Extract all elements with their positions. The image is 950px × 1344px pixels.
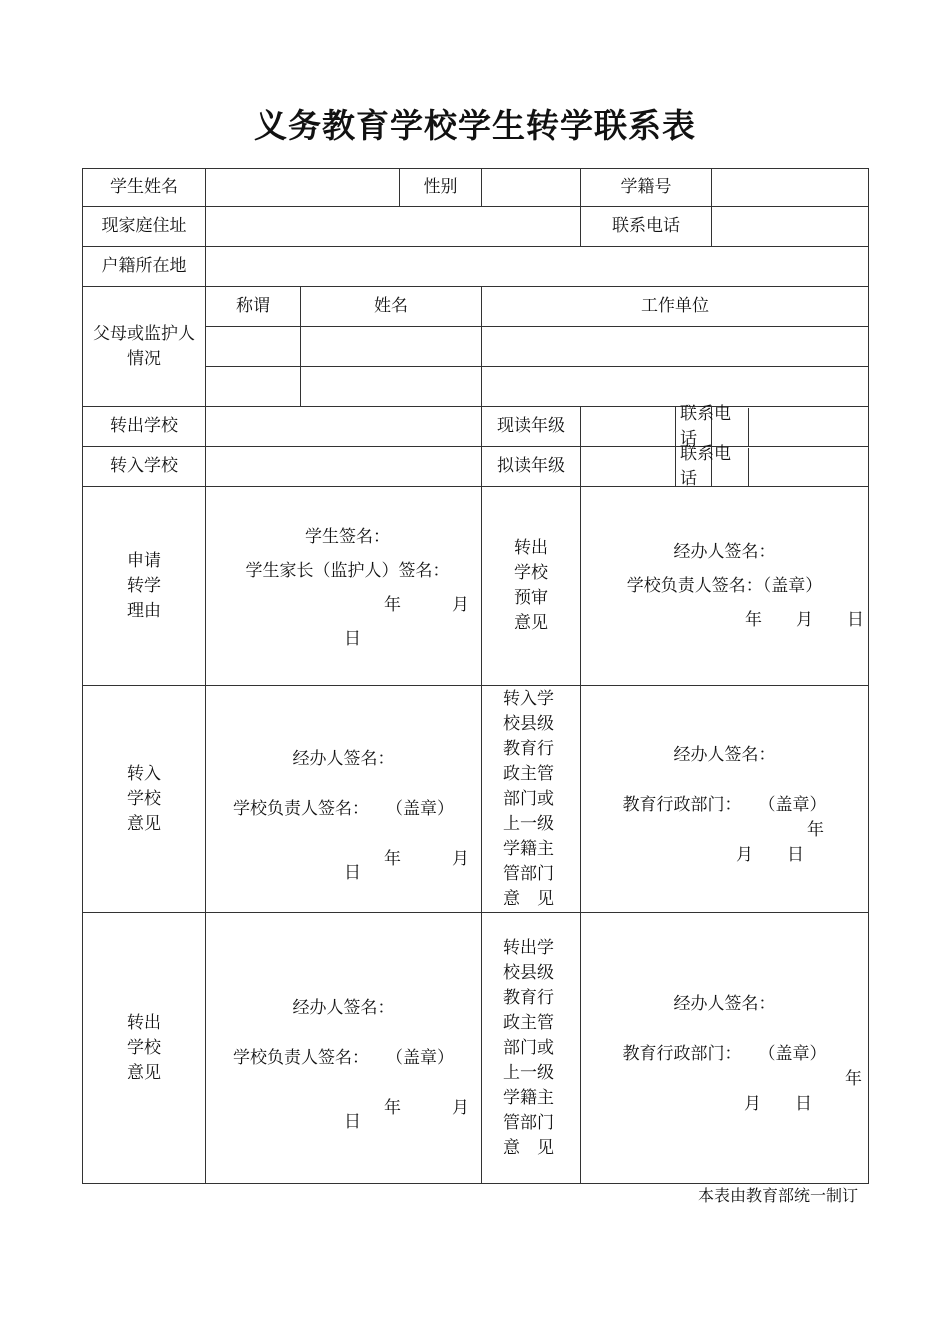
label-out-dept	[482, 913, 581, 1184]
in-dept-sign-cell[interactable]	[581, 686, 869, 913]
label-guardian-name: 姓名	[301, 287, 482, 327]
label-out-opinion	[83, 913, 206, 1184]
row-out-school	[83, 407, 869, 447]
label-apply	[83, 487, 206, 686]
out-review-handler-sign: 经办人签名：	[673, 542, 776, 562]
in-dept-date-y: 年	[807, 820, 824, 840]
label-phone: 联系电话	[581, 207, 712, 247]
out-opinion-principal-sign: 学校负责人签名： （盖章）	[233, 1048, 454, 1068]
out-dept-label-text: 转出学校县级教育行政主管部门或上一级学籍主管部门意 见	[503, 937, 554, 1158]
out-opinion-date-d: 日	[344, 1112, 361, 1132]
in-opinion-date-ym: 年 月	[384, 849, 469, 869]
row-in-opinion	[83, 686, 869, 913]
out-opinion-label-text: 转出学校意见	[127, 1012, 161, 1083]
out-phone-cell	[680, 403, 869, 449]
in-dept-label-text: 转入学校县级教育行政主管部门或上一级学籍主管部门意 见	[503, 688, 554, 909]
in-opinion-date-d: 日	[344, 863, 361, 883]
apply-date-d: 日	[344, 629, 361, 649]
in-opinion-sign-cell[interactable]	[206, 686, 482, 913]
field-student-name[interactable]	[206, 169, 400, 207]
transfer-form-table	[82, 168, 869, 1184]
label-out-phone: 联系电话	[680, 403, 731, 449]
guardian-label-text: 父母或监护人情况	[93, 323, 195, 369]
label-current-grade: 现读年级	[482, 407, 581, 447]
field-relation-2[interactable]	[206, 367, 301, 407]
footer-note: 本表由教育部统一制订	[697, 1186, 858, 1205]
in-opinion-label-text: 转入学校意见	[127, 763, 161, 834]
label-hukou: 户籍所在地	[83, 247, 206, 287]
out-opinion-handler-sign: 经办人签名：	[292, 998, 395, 1018]
field-planned-grade[interactable]	[581, 447, 676, 487]
apply-parent-sign: 学生家长（监护人）签名：	[245, 561, 450, 581]
out-dept-sign-cell[interactable]	[581, 913, 869, 1184]
label-address: 现家庭住址	[83, 207, 206, 247]
in-dept-dept-sign: 教育行政部门： （盖章）	[622, 795, 827, 815]
label-student-id: 学籍号	[581, 169, 712, 207]
field-address[interactable]	[206, 207, 581, 247]
field-relation-1[interactable]	[206, 327, 301, 367]
label-in-phone: 联系电话	[680, 443, 731, 489]
row-student-basic	[83, 169, 869, 207]
out-opinion-date-ym: 年 月	[384, 1098, 469, 1118]
field-current-grade[interactable]	[581, 407, 676, 447]
out-review-sign-cell[interactable]	[581, 487, 869, 686]
apply-sign-cell[interactable]	[206, 487, 482, 686]
out-review-date: 年 月 日	[745, 610, 864, 630]
field-phone[interactable]	[712, 207, 869, 247]
field-hukou[interactable]	[206, 247, 869, 287]
row-apply	[83, 487, 869, 686]
field-name-1[interactable]	[301, 327, 482, 367]
field-work-unit-1[interactable]	[482, 327, 869, 367]
label-planned-grade: 拟读年级	[482, 447, 581, 487]
label-guardian	[83, 287, 206, 407]
field-in-phone[interactable]	[748, 448, 868, 486]
row-in-school	[83, 447, 869, 487]
label-in-school: 转入学校	[83, 447, 206, 487]
in-dept-date-md: 月 日	[736, 845, 804, 865]
out-dept-dept-sign: 教育行政部门： （盖章）	[622, 1044, 827, 1064]
field-in-school[interactable]	[206, 447, 482, 487]
in-phone-cell	[680, 443, 869, 489]
out-dept-date-md: 月 日	[744, 1094, 812, 1114]
row-out-opinion	[83, 913, 869, 1184]
label-work-unit: 工作单位	[482, 287, 869, 327]
field-name-2[interactable]	[301, 367, 482, 407]
field-out-school[interactable]	[206, 407, 482, 447]
page-title: 义务教育学校学生转学联系表	[254, 106, 696, 145]
row-address	[83, 207, 869, 247]
field-gender[interactable]	[482, 169, 581, 207]
in-dept-handler-sign: 经办人签名：	[673, 745, 776, 765]
row-guardian-header	[83, 287, 869, 327]
out-dept-date-y: 年	[845, 1069, 862, 1089]
field-student-id[interactable]	[712, 169, 869, 207]
field-out-phone[interactable]	[748, 408, 868, 446]
out-review-label-text: 转出学校预审意见	[514, 538, 548, 633]
label-out-school: 转出学校	[83, 407, 206, 447]
apply-label-text: 申请转学理由	[127, 550, 161, 621]
out-opinion-sign-cell[interactable]	[206, 913, 482, 1184]
in-opinion-principal-sign: 学校负责人签名： （盖章）	[233, 799, 454, 819]
label-relation: 称谓	[206, 287, 301, 327]
label-student-name: 学生姓名	[83, 169, 206, 207]
label-in-dept	[482, 686, 581, 913]
label-out-review	[482, 487, 581, 686]
label-in-opinion	[83, 686, 206, 913]
field-work-unit-2[interactable]	[482, 367, 869, 407]
in-opinion-handler-sign: 经办人签名：	[292, 749, 395, 769]
apply-date-ym: 年 月	[384, 595, 469, 615]
label-gender: 性别	[400, 169, 482, 207]
apply-student-sign: 学生签名：	[305, 527, 390, 547]
out-review-principal-sign: 学校负责人签名：（盖章）	[626, 576, 823, 596]
row-hukou	[83, 247, 869, 287]
out-dept-handler-sign: 经办人签名：	[673, 994, 776, 1014]
